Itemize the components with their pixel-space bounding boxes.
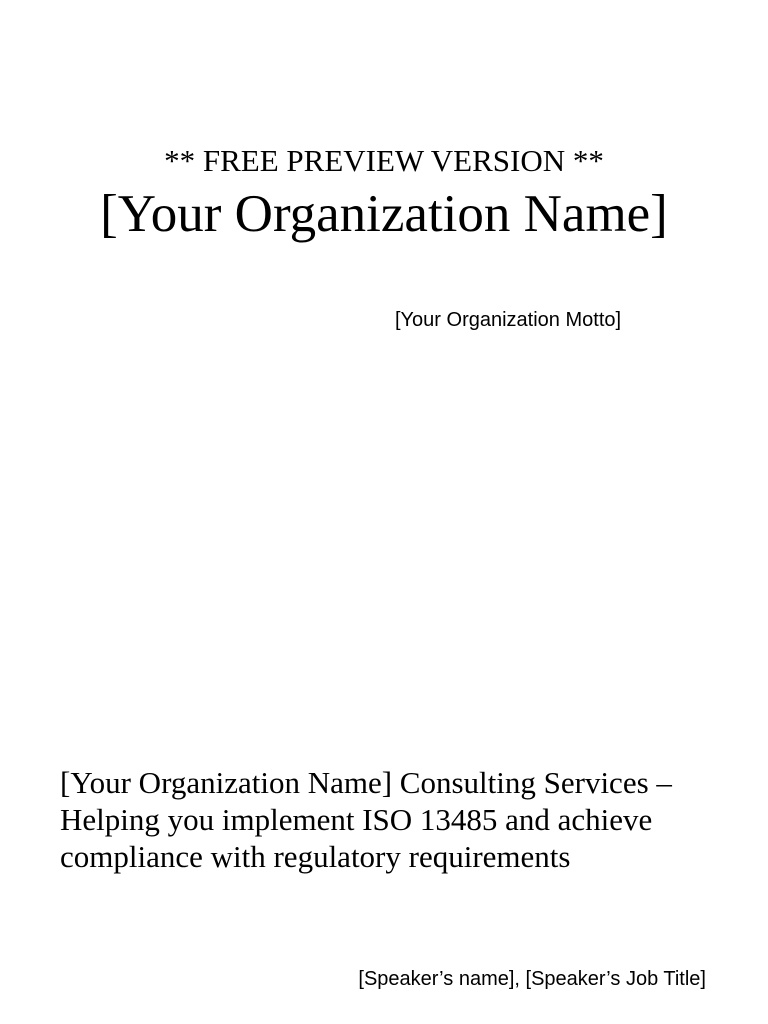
services-description: [Your Organization Name] Consulting Services – Helping you implement ISO 13485 and achieve compliance with regulatory requirements: [60, 765, 672, 874]
speaker-line: [Speaker’s name], [Speaker’s Job Title]: [358, 968, 706, 990]
organization-motto: [Your Organization Motto]: [395, 309, 622, 331]
organization-name-title: [Your Organization Name]: [100, 185, 668, 243]
preview-banner: ** FREE PREVIEW VERSION **: [164, 143, 604, 178]
